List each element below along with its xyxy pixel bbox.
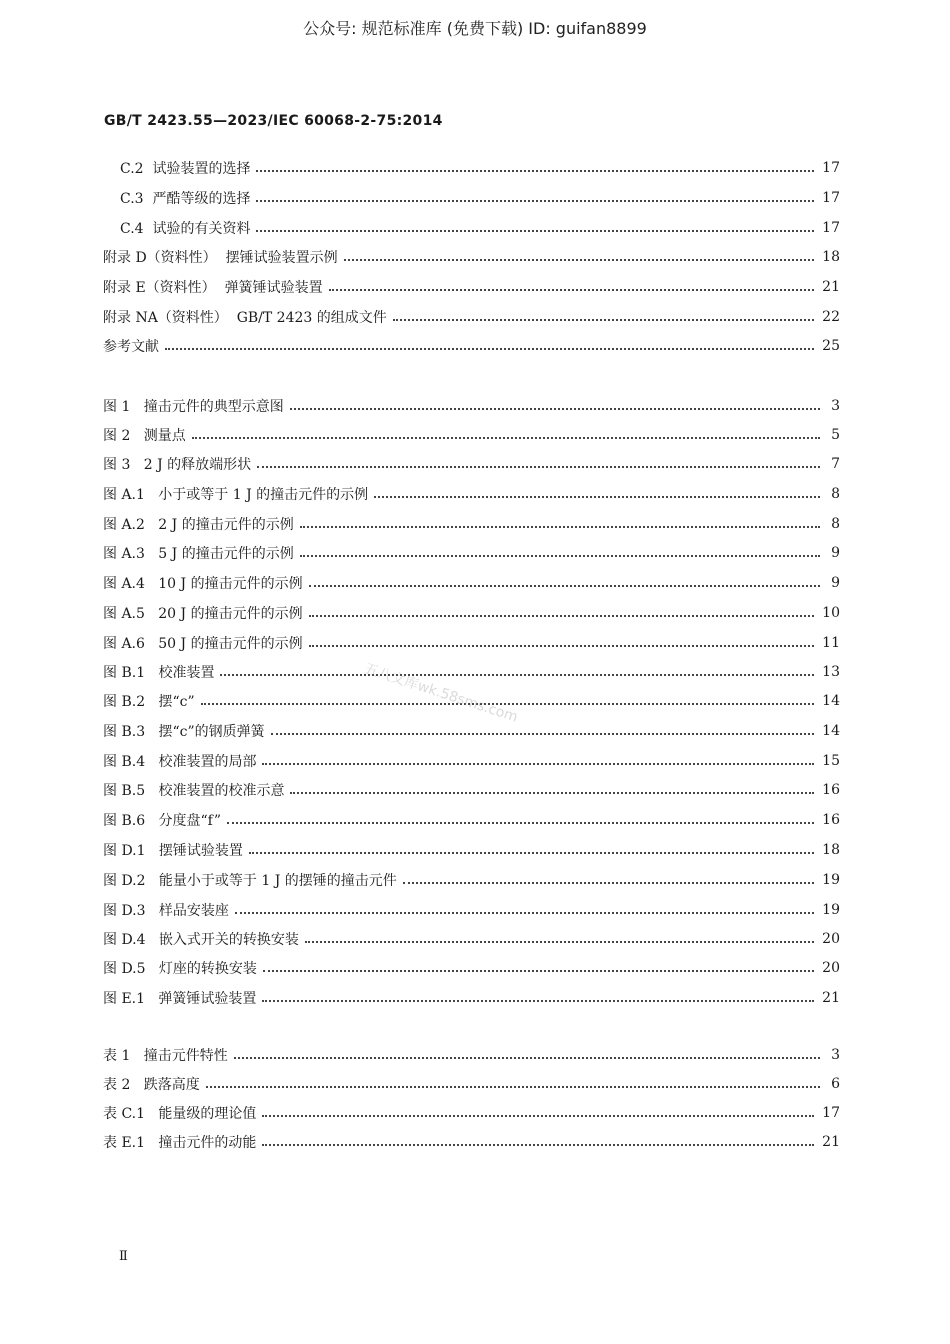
toc-entry[interactable] [103, 277, 840, 297]
toc-entry-label: 图 B.2 摆“c” [103, 694, 195, 710]
toc-entry-label: 图 D.2 能量小于或等于 1 J 的摆锤的撞击元件 [103, 873, 397, 889]
toc-entry-page: 14 [822, 693, 840, 709]
toc-figure-entry[interactable] [103, 484, 840, 504]
toc-entry-label: 图 D.5 灯座的转换安装 [103, 961, 257, 977]
watermark: 五八文库wk.58sms.com [362, 660, 520, 726]
toc-figure-entry[interactable] [103, 780, 840, 800]
toc-entry-page: 16 [822, 782, 840, 798]
toc-table-entry[interactable] [103, 1132, 840, 1152]
toc-figure-entry[interactable] [103, 988, 840, 1008]
dot-leader [393, 318, 814, 321]
toc-entry-label: 图 E.1 弹簧锤试验装置 [103, 991, 257, 1007]
toc-entry-page: 8 [831, 516, 840, 532]
standard-code: GB/T 2423.55—2023/IEC 60068-2-75:2014 [104, 113, 443, 129]
toc-figure-entry[interactable] [103, 840, 840, 860]
toc-entry[interactable] [103, 247, 840, 267]
dot-leader [329, 288, 815, 291]
toc-entry-page: 17 [822, 160, 840, 176]
toc-entry-page: 17 [822, 220, 840, 236]
dot-leader [290, 791, 814, 794]
toc-entry-label: 图 A.4 10 J 的撞击元件的示例 [103, 576, 303, 592]
toc-entry[interactable] [103, 307, 840, 327]
toc-entry-page: 9 [831, 545, 840, 561]
toc-entry-label: 图 3 2 J 的释放端形状 [103, 457, 252, 473]
toc-entry-page: 21 [822, 279, 840, 295]
toc-entry-page: 13 [822, 664, 840, 680]
toc-entry-page: 25 [822, 338, 840, 354]
dot-leader [271, 732, 815, 735]
toc-figure-entry[interactable] [103, 900, 840, 920]
toc-entry-label: 附录 D（资料性） 摆锤试验装置示例 [103, 250, 338, 266]
dot-leader [344, 258, 815, 261]
toc-entry-page: 9 [831, 575, 840, 591]
dot-leader [263, 969, 814, 972]
toc-entry-page: 15 [822, 753, 840, 769]
toc-figure-entry[interactable] [103, 721, 840, 741]
toc-entry-page: 11 [822, 635, 840, 651]
toc-figure-entry[interactable] [103, 543, 840, 563]
dot-leader [220, 673, 814, 676]
toc-entry-page: 22 [822, 309, 840, 325]
toc-entry[interactable] [120, 218, 840, 238]
dot-leader [262, 762, 814, 765]
toc-entry-label: 图 A.1 小于或等于 1 J 的撞击元件的示例 [103, 487, 369, 503]
toc-figure-entry[interactable] [103, 454, 840, 474]
dot-leader [227, 821, 814, 824]
dot-leader [309, 644, 815, 647]
toc-entry-page: 16 [822, 812, 840, 828]
toc-entry-page: 19 [822, 872, 840, 888]
toc-figure-entry[interactable] [103, 929, 840, 949]
toc-entry-label: 图 2 测量点 [103, 428, 186, 444]
toc-table-entry[interactable] [103, 1103, 840, 1123]
toc-entry-page: 21 [822, 990, 840, 1006]
toc-table-entry[interactable] [103, 1045, 840, 1065]
toc-entry-label: 表 1 撞击元件特性 [103, 1048, 228, 1064]
dot-leader [256, 169, 814, 172]
toc-entry-label: 图 A.3 5 J 的撞击元件的示例 [103, 546, 294, 562]
toc-entry-label: C.4 试验的有关资料 [120, 221, 251, 237]
dot-leader [262, 1114, 814, 1117]
toc-entry-label: 附录 E（资料性） 弹簧锤试验装置 [103, 280, 323, 296]
dot-leader [257, 465, 820, 468]
toc-entry-page: 18 [822, 842, 840, 858]
dot-leader [300, 525, 820, 528]
toc-entry-label: 图 B.3 摆“c”的钢质弹簧 [103, 724, 265, 740]
dot-leader [305, 940, 814, 943]
dot-leader [262, 999, 814, 1002]
toc-entry-page: 17 [822, 190, 840, 206]
dot-leader [300, 554, 820, 557]
toc-figure-entry[interactable] [103, 396, 840, 416]
toc-entry-label: 图 D.1 摆锤试验装置 [103, 843, 243, 859]
toc-entry-page: 18 [822, 249, 840, 265]
toc-entry-page: 21 [822, 1134, 840, 1150]
toc-entry-page: 8 [831, 486, 840, 502]
toc-entry-label: 图 1 撞击元件的典型示意图 [103, 399, 284, 415]
toc-figure-entry[interactable] [103, 514, 840, 534]
toc-entry-page: 5 [831, 427, 840, 443]
toc-table-entry[interactable] [103, 1074, 840, 1094]
dot-leader [206, 1085, 820, 1088]
dot-leader [309, 614, 815, 617]
toc-entry-label: C.3 严酷等级的选择 [120, 191, 251, 207]
toc-entry[interactable] [103, 336, 840, 356]
dot-leader [249, 851, 814, 854]
toc-entry-page: 10 [822, 605, 840, 621]
toc-entry-label: 图 A.6 50 J 的撞击元件的示例 [103, 636, 303, 652]
toc-entry-label: 附录 NA（资料性） GB/T 2423 的组成文件 [103, 310, 387, 326]
dot-leader [256, 229, 814, 232]
toc-entry-page: 19 [822, 902, 840, 918]
dot-leader [290, 407, 820, 410]
toc-entry-label: 表 2 跌落高度 [103, 1077, 200, 1093]
toc-entry-label: 图 B.1 校准装置 [103, 665, 215, 681]
toc-entry-page: 3 [831, 398, 840, 414]
toc-entry-label: 表 E.1 撞击元件的动能 [103, 1135, 257, 1151]
toc-entry-page: 14 [822, 723, 840, 739]
toc-entry-label: C.2 试验装置的选择 [120, 161, 251, 177]
dot-leader [309, 584, 820, 587]
toc-figure-entry[interactable] [103, 662, 840, 682]
toc-entry-label: 表 C.1 能量级的理论值 [103, 1106, 257, 1122]
toc-entry-label: 图 D.4 嵌入式开关的转换安装 [103, 932, 299, 948]
toc-entry-label: 图 B.5 校准装置的校准示意 [103, 783, 285, 799]
dot-leader [192, 436, 820, 439]
toc-entry-label: 图 B.6 分度盘“f” [103, 813, 221, 829]
toc-figure-entry[interactable] [103, 603, 840, 623]
toc-figure-entry[interactable] [103, 958, 840, 978]
toc-entry[interactable] [120, 188, 840, 208]
toc-figure-entry[interactable] [103, 810, 840, 830]
dot-leader [234, 1056, 820, 1059]
dot-leader [374, 495, 820, 498]
toc-entry-page: 20 [822, 960, 840, 976]
dot-leader [262, 1143, 814, 1146]
toc-entry-page: 20 [822, 931, 840, 947]
toc-entry-page: 7 [831, 456, 840, 472]
toc-figure-entry[interactable] [103, 425, 840, 445]
dot-leader [165, 347, 814, 350]
toc-figure-entry[interactable] [103, 751, 840, 771]
toc-entry-page: 17 [822, 1105, 840, 1121]
page-header: 公众号: 规范标准库 (免费下载) ID: guifan8899 [303, 19, 647, 38]
dot-leader [403, 881, 814, 884]
page-number: Ⅱ [119, 1249, 128, 1264]
dot-leader [256, 199, 814, 202]
toc-entry-label: 图 A.2 2 J 的撞击元件的示例 [103, 517, 294, 533]
toc-entry-label: 参考文献 [103, 339, 159, 355]
dot-leader [235, 911, 814, 914]
toc-figure-entry[interactable] [103, 633, 840, 653]
toc-figure-entry[interactable] [103, 573, 840, 593]
toc-entry-label: 图 D.3 样品安装座 [103, 903, 229, 919]
toc-figure-entry[interactable] [103, 870, 840, 890]
toc-entry-page: 6 [831, 1076, 840, 1092]
toc-entry[interactable] [120, 158, 840, 178]
toc-entry-label: 图 B.4 校准装置的局部 [103, 754, 257, 770]
toc-entry-page: 3 [831, 1047, 840, 1063]
toc-entry-label: 图 A.5 20 J 的撞击元件的示例 [103, 606, 303, 622]
